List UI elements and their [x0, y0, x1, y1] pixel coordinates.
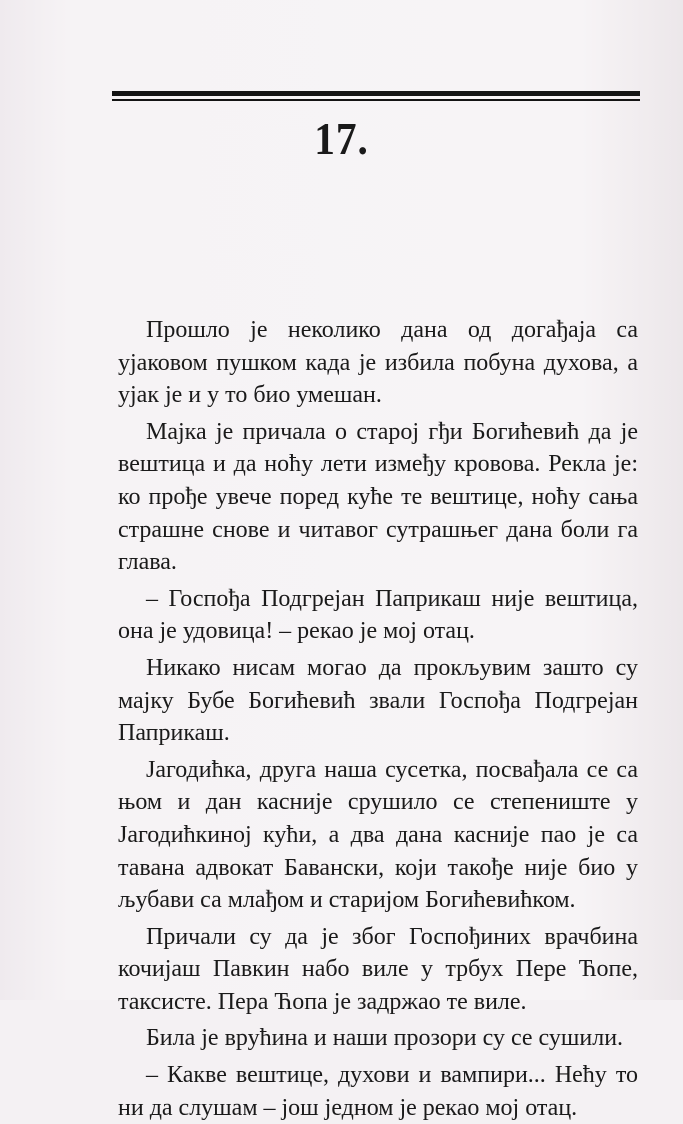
paragraph: – Госпођа Подгрејан Паприкаш није вештица, она је удовица! – рекао је мој отац. — [118, 585, 638, 645]
paragraph: Мајка је причала о старој гђи Богићевић да је вештица и да ноћу лети између кровова. Рекла је: ко прође увече поред куће те вештице, ноћу сања страшне снове и читавог сутрашњег дана боли га глава. — [118, 418, 638, 576]
header-rule-thin — [112, 99, 640, 101]
paragraph: – Какве вештице, духови и вампири... Нећу то ни да слушам – још једном је рекао мој отац. — [118, 1062, 638, 1121]
paragraph: Прошло је неколико дана од догађаја са ујаковом пушком када је избила побуна духова, а ујак је и у то био умешан. — [118, 317, 638, 409]
header-rule-thick — [112, 91, 640, 96]
paragraph: Била је врућина и наши прозори су се сушили. — [146, 1025, 624, 1052]
chapter-number: 17. — [314, 113, 369, 164]
chapter-text — [118, 314, 638, 1124]
paragraph: Причали су да је због Госпођиних врачбина кочијаш Павкин набо виле у трбух Пере Ћопе, таксисте. Пера Ћопа је задржао те виле. — [118, 923, 638, 1015]
paragraph: Никако нисам могао да прокљувим зашто су мајку Бубе Богићевић звали Госпођа Подгрејан Паприкаш. — [118, 654, 638, 747]
paragraph: Јагодићка, друга наша сусетка, посвађала се са њом и дан касније срушило се степениште у Јагодићкиној кући, а два дана касније пао је са тавана адвокат Бавански, који такође није био у љубави са млађом и старијом Богићевићком. — [118, 756, 638, 914]
